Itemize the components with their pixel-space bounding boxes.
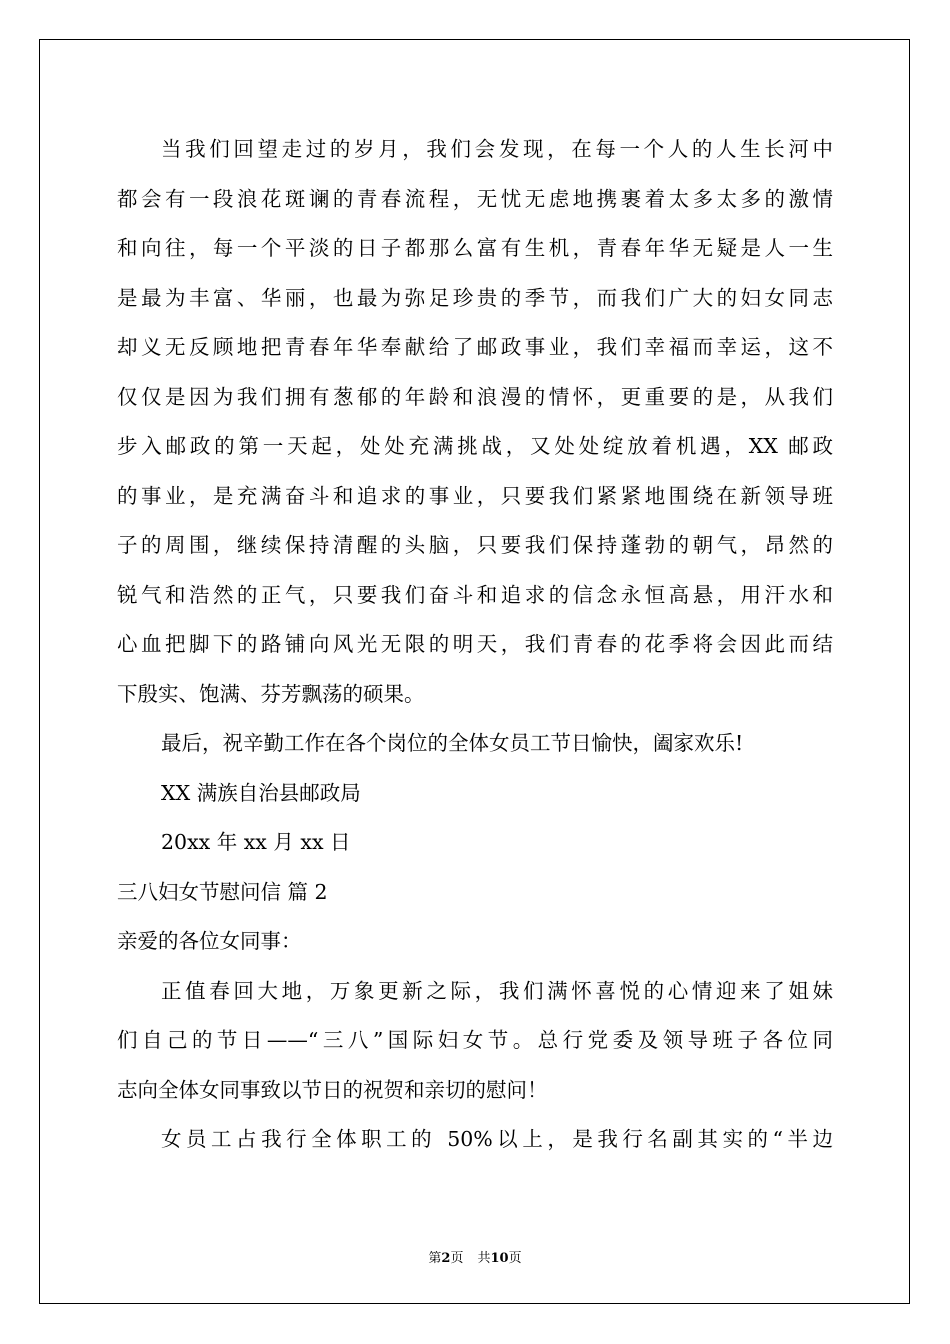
page-label-prefix: 第 xyxy=(428,1251,442,1266)
page-number: 2 xyxy=(441,1251,451,1266)
paragraph-line: 子的周围，继续保持清醒的头脑，只要我们保持蓬勃的朝气，昂然的 xyxy=(117,533,833,557)
total-label-prefix: 共 xyxy=(477,1251,491,1266)
paragraph-line: 正值春回大地，万象更新之际，我们满怀喜悦的心情迎来了姐妹 xyxy=(161,978,833,1003)
paragraph-3 xyxy=(117,1115,833,1165)
total-pages: 10 xyxy=(490,1251,509,1266)
document-body xyxy=(117,125,833,1165)
paragraph-line: 步入邮政的第一天起，处处充满挑战，又处处绽放着机遇，XX 邮政 xyxy=(117,434,833,458)
page-label-suffix: 页 xyxy=(450,1251,464,1266)
paragraph-line: 心血把脚下的路铺向风光无限的明天，我们青春的花季将会因此而结 xyxy=(117,632,833,656)
paragraph-line: 锐气和浩然的正气，只要我们奋斗和追求的信念永恒高悬，用汗水和 xyxy=(117,582,833,607)
paragraph-1 xyxy=(117,125,833,719)
salutation: 亲爱的各位女同事： xyxy=(117,929,302,953)
paragraph-line: 当我们回望走过的岁月，我们会发现，在每一个人的人生长河中 xyxy=(161,137,833,161)
paragraph-line: 志向全体女同事致以节日的祝贺和亲切的慰问！ xyxy=(117,1077,548,1102)
paragraph-line: 仅仅是因为我们拥有葱郁的年龄和浪漫的情怀，更重要的是，从我们 xyxy=(117,384,833,409)
total-label-suffix: 页 xyxy=(508,1251,522,1266)
letter-date: 20xx 年 xx 月 xx 日 xyxy=(161,830,351,854)
page-footer xyxy=(0,1247,950,1266)
paragraph-line: 却义无反顾地把青春年华奉献给了邮政事业，我们幸福而幸运，这不 xyxy=(117,335,833,359)
paragraph-line: 的事业，是充满奋斗和追求的事业，只要我们紧紧地围绕在新领导班 xyxy=(117,483,833,508)
section-title: 三八妇女节慰问信 篇 2 xyxy=(117,879,328,904)
paragraph-line: 下殷实、饱满、芬芳飘荡的硕果。 xyxy=(117,681,425,706)
closing-wish: 最后，祝辛勤工作在各个岗位的全体女员工节日愉快，阖家欢乐! xyxy=(161,731,744,755)
paragraph-line: 是最为丰富、华丽，也最为弥足珍贵的季节，而我们广大的妇女同志 xyxy=(117,285,833,310)
paragraph-line: 都会有一段浪花斑谰的青春流程，无忧无虑地携裹着太多太多的激情 xyxy=(117,186,833,211)
signature: XX 满族自治县邮政局 xyxy=(161,780,361,805)
paragraph-2 xyxy=(117,967,833,1116)
paragraph-line: 女员工占我行全体职工的 50%以上，是我行名副其实的“半边 xyxy=(161,1127,833,1151)
paragraph-line: 和向往，每一个平淡的日子都那么富有生机，青春年华无疑是人一生 xyxy=(117,236,833,260)
paragraph-line: 们自己的节日——“三八”国际妇女节。总行党委及领导班子各位同 xyxy=(117,1028,833,1052)
